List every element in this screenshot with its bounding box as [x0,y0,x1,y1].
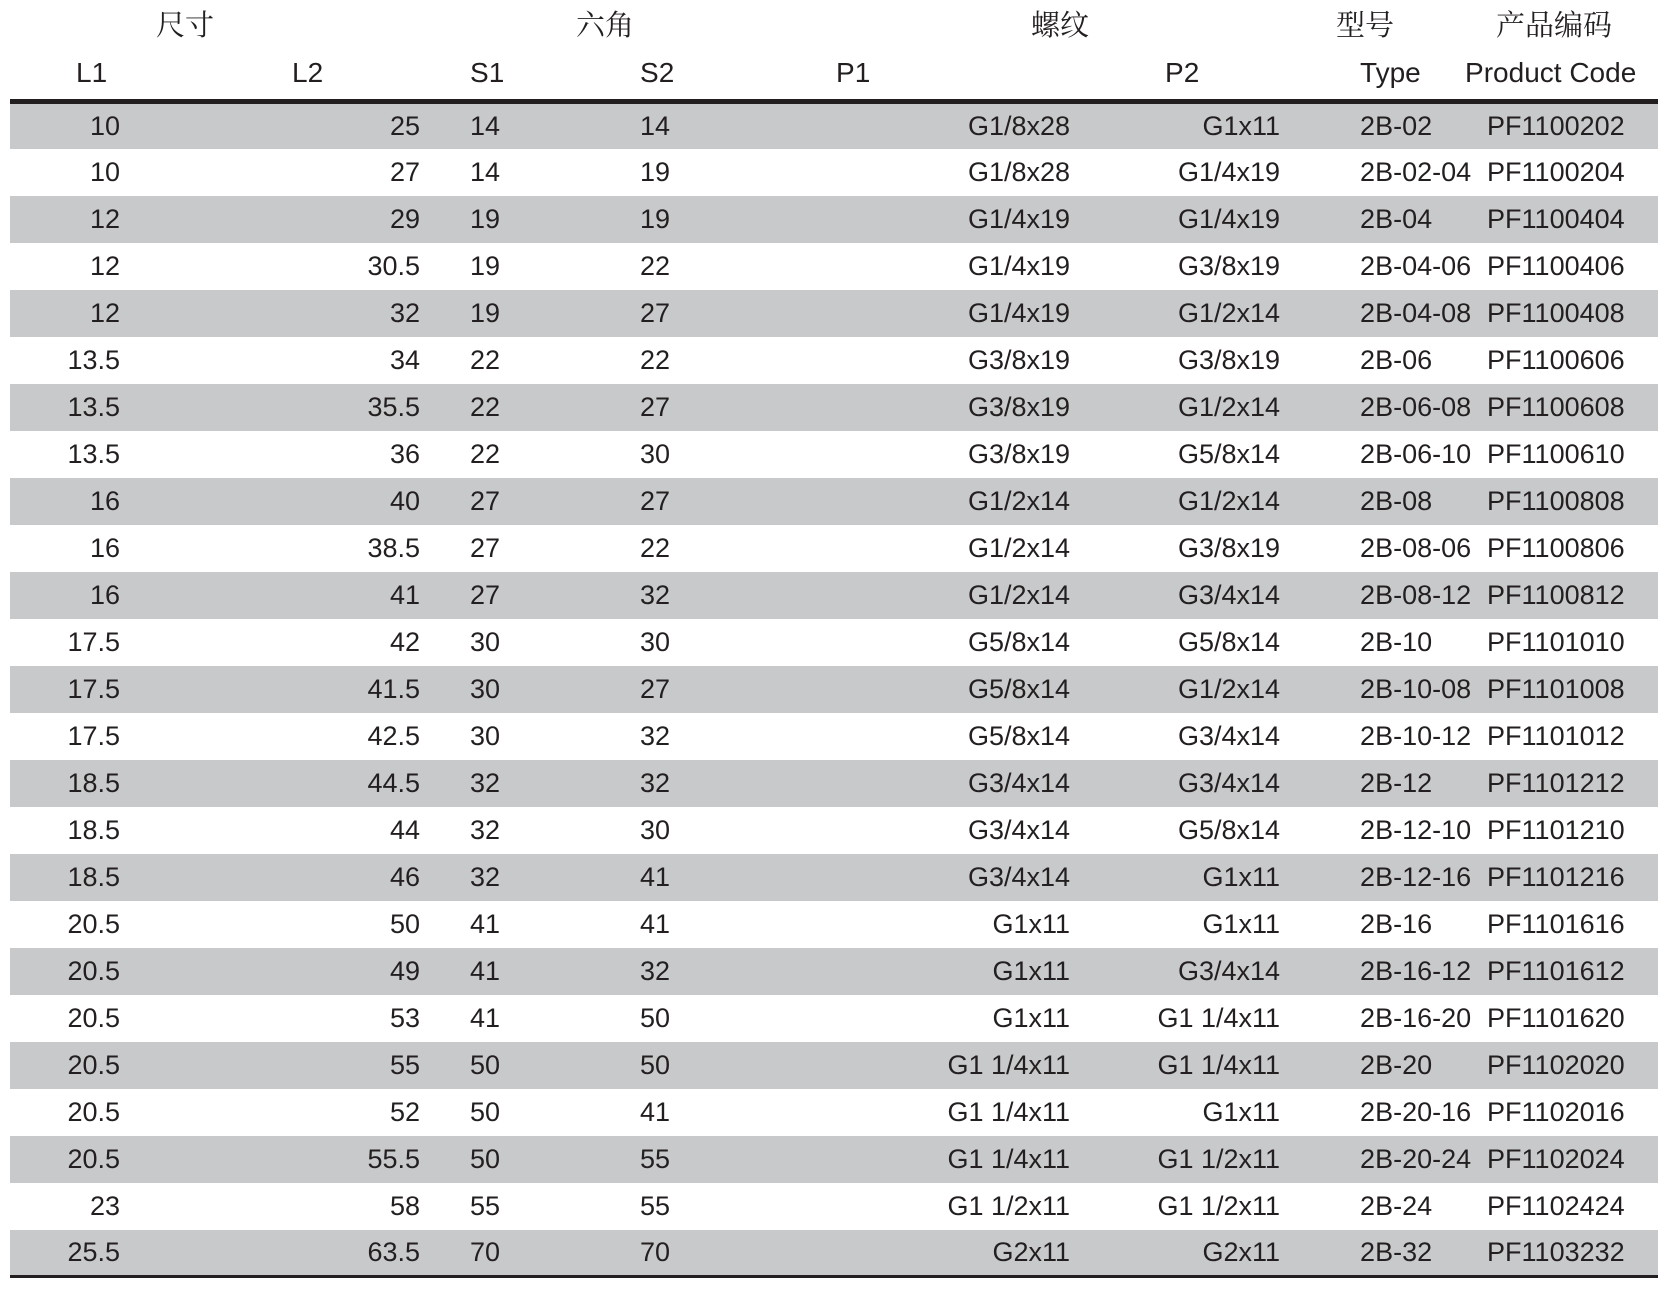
cell-l2: 36 [389,438,421,469]
cell-p1: G1/4x19 [967,297,1071,328]
cell-type: 2B-06-08 [1360,391,1472,422]
sub-header-type: Type [1280,47,1450,102]
cell-l2: 42 [389,626,421,657]
table-row [10,384,1658,431]
cell-s1: 30 [470,626,501,657]
cell-s2: 22 [640,250,671,281]
group-header-thread: 螺纹 [1031,10,1090,42]
cell-l1: 17.5 [67,720,120,751]
cell-l2: 55 [389,1049,421,1080]
table-row [10,1230,1658,1277]
cell-p1: G5/8x14 [967,720,1071,751]
cell-l1: 10 [89,110,120,141]
cell-l1: 17.5 [67,673,120,704]
cell-l2: 55.5 [367,1143,421,1174]
cell-type: 2B-08-12 [1360,579,1472,610]
cell-s1: 22 [470,391,501,422]
cell-p2: G1x11 [1202,110,1281,141]
cell-s1: 50 [470,1096,501,1127]
cell-type: 2B-20-16 [1360,1096,1472,1127]
cell-l2: 53 [389,1002,421,1033]
cell-l1: 20.5 [67,1002,120,1033]
sub-header-l2: L2 [170,47,420,102]
cell-l1: 18.5 [67,767,120,798]
sub-header-s1: S1 [420,47,640,102]
table-row [10,196,1658,243]
cell-l2: 32 [389,297,421,328]
table-row [10,478,1658,525]
cell-type: 2B-02-04 [1360,156,1472,187]
cell-s1: 41 [470,1002,501,1033]
cell-s1: 50 [470,1049,501,1080]
cell-type: 2B-12-16 [1360,861,1472,892]
cell-p1: G3/8x19 [967,344,1071,375]
table-row [10,948,1658,995]
cell-code: PF1100812 [1487,579,1625,610]
cell-type: 2B-04-08 [1360,297,1472,328]
cell-code: PF1101612 [1487,955,1625,986]
cell-code: PF1103232 [1450,1230,1658,1277]
cell-code: PF1101210 [1487,814,1625,845]
cell-code: PF1100610 [1487,438,1625,469]
cell-code: PF1100606 [1487,344,1625,375]
cell-l1: 20.5 [67,1049,120,1080]
cell-type: 2B-08 [1360,485,1433,516]
cell-p2: G5/8x14 [1177,814,1281,845]
cell-code: PF1100204 [1487,156,1625,187]
cell-p2: G1/2x14 [1177,485,1281,516]
cell-s2: 41 [640,861,671,892]
cell-l2: 27 [389,156,421,187]
cell-s1: 55 [470,1190,501,1221]
cell-l2: 46 [389,861,421,892]
cell-s2: 27 [640,485,671,516]
cell-type: 2B-20 [1360,1049,1433,1080]
cell-s1: 30 [470,673,501,704]
cell-p1: G1x11 [992,955,1071,986]
cell-l1: 16 [89,579,120,610]
cell-p2: G1x11 [1202,861,1281,892]
cell-p1: G1 1/2x11 [947,1190,1071,1221]
cell-p1: G3/4x14 [967,861,1071,892]
cell-s2: 70 [640,1230,770,1277]
cell-p1: G1 1/4x11 [947,1096,1071,1127]
cell-type: 2B-10-08 [1360,673,1472,704]
cell-p1: G1/8x28 [967,156,1071,187]
cell-code: PF1101620 [1487,1002,1625,1033]
cell-p2: G1/2x14 [1177,673,1281,704]
cell-p2: G3/8x19 [1177,250,1281,281]
cell-s2: 32 [640,720,671,751]
cell-s2: 19 [640,156,671,187]
cell-l1: 13.5 [67,391,120,422]
cell-p2: G1x11 [1202,908,1281,939]
cell-s2: 41 [640,1096,671,1127]
cell-s1: 27 [470,532,501,563]
cell-l2: 42.5 [367,720,421,751]
cell-l1: 25.5 [10,1230,170,1277]
cell-s1: 19 [470,297,501,328]
cell-p1: G3/8x19 [967,438,1071,469]
cell-type: 2B-20-24 [1360,1143,1472,1174]
cell-p1: G1/4x19 [967,203,1071,234]
cell-l1: 12 [89,297,120,328]
table-row [10,807,1658,854]
sub-header-p1: P1 [770,47,1070,102]
cell-l1: 12 [89,250,120,281]
table-row [10,102,1658,149]
cell-type: 2B-06-10 [1360,438,1472,469]
cell-type: 2B-02 [1360,110,1433,141]
table-row [10,666,1658,713]
table-row [10,1042,1658,1089]
table-row [10,243,1658,290]
cell-p1: G3/4x14 [967,767,1071,798]
cell-type: 2B-16-20 [1360,1002,1472,1033]
cell-type: 2B-06 [1360,344,1433,375]
cell-code: PF1101012 [1487,720,1625,751]
cell-code: PF1100806 [1487,532,1625,563]
cell-l2: 34 [389,344,421,375]
cell-type: 2B-10 [1360,626,1433,657]
cell-s1: 32 [470,814,501,845]
cell-s1: 14 [470,110,501,141]
sub-header-row [10,47,1658,102]
cell-code: PF1100408 [1487,297,1625,328]
cell-s1: 32 [470,861,501,892]
cell-l1: 16 [89,485,120,516]
cell-l1: 18.5 [67,861,120,892]
cell-s2: 50 [640,1049,671,1080]
cell-l2: 41.5 [367,673,421,704]
table-row [10,572,1658,619]
cell-p2: G1 1/4x11 [1157,1002,1281,1033]
table-row [10,525,1658,572]
cell-s1: 27 [470,579,501,610]
cell-s1: 27 [470,485,501,516]
cell-l1: 16 [89,532,120,563]
cell-p1: G5/8x14 [967,673,1071,704]
cell-s2: 55 [640,1190,671,1221]
sub-header-code: Product Code [1450,47,1658,102]
cell-s2: 32 [640,767,671,798]
cell-s1: 70 [420,1230,640,1277]
cell-s1: 19 [470,203,501,234]
cell-code: PF1102024 [1487,1143,1625,1174]
cell-p1: G1/4x19 [967,250,1071,281]
cell-l2: 52 [389,1096,421,1127]
cell-code: PF1100202 [1487,110,1625,141]
cell-code: PF1101616 [1487,908,1625,939]
group-header-hex: 六角 [576,10,635,42]
cell-p2: G3/8x19 [1177,532,1281,563]
cell-code: PF1101008 [1487,673,1625,704]
cell-s1: 22 [470,344,501,375]
cell-type: 2B-24 [1360,1190,1433,1221]
table-row [10,1183,1658,1230]
cell-code: PF1101010 [1487,626,1625,657]
cell-p2: G1 1/2x11 [1157,1190,1281,1221]
table-row [10,290,1658,337]
cell-s2: 55 [640,1143,671,1174]
cell-s1: 14 [470,156,501,187]
cell-s2: 32 [640,579,671,610]
table-row [10,431,1658,478]
cell-type: 2B-16 [1360,908,1433,939]
cell-type: 2B-04-06 [1360,250,1472,281]
cell-code: PF1101216 [1487,861,1625,892]
cell-p1: G3/8x19 [967,391,1071,422]
cell-s2: 27 [640,673,671,704]
cell-type: 2B-32 [1280,1230,1450,1277]
cell-l1: 17.5 [67,626,120,657]
cell-l1: 20.5 [67,955,120,986]
cell-l1: 20.5 [67,908,120,939]
cell-s2: 22 [640,532,671,563]
cell-type: 2B-10-12 [1360,720,1472,751]
cell-l1: 23 [89,1190,120,1221]
cell-p2: G1/2x14 [1177,297,1281,328]
cell-type: 2B-04 [1360,203,1433,234]
cell-l1: 18.5 [67,814,120,845]
cell-p1: G1x11 [992,1002,1071,1033]
group-header-size: 尺寸 [156,10,215,42]
cell-s2: 27 [640,297,671,328]
cell-p1: G5/8x14 [967,626,1071,657]
cell-s2: 14 [640,110,671,141]
cell-s2: 32 [640,955,671,986]
cell-l1: 13.5 [67,438,120,469]
cell-s2: 19 [640,203,671,234]
cell-s1: 30 [470,720,501,751]
cell-code: PF1102424 [1487,1190,1625,1221]
cell-s1: 41 [470,908,501,939]
cell-p2: G1/4x19 [1177,203,1281,234]
table-row [10,995,1658,1042]
cell-l1: 10 [89,156,120,187]
cell-s1: 32 [470,767,501,798]
cell-l2: 58 [389,1190,421,1221]
cell-s2: 30 [640,438,671,469]
group-header-code: 产品编码 [1496,10,1613,42]
sub-header-l1: L1 [10,47,170,102]
cell-l2: 30.5 [367,250,421,281]
cell-p2: G3/4x14 [1177,579,1281,610]
cell-p1: G3/4x14 [967,814,1071,845]
cell-code: PF1102016 [1487,1096,1625,1127]
table-row [10,337,1658,384]
cell-l2: 44 [389,814,421,845]
cell-p2: G3/4x14 [1177,955,1281,986]
cell-p2: G1/2x14 [1177,391,1281,422]
cell-p2: G5/8x14 [1177,626,1281,657]
cell-type: 2B-12-10 [1360,814,1472,845]
cell-l2: 63.5 [170,1230,420,1277]
cell-p1: G2x11 [770,1230,1070,1277]
cell-l2: 44.5 [367,767,421,798]
cell-l2: 41 [389,579,421,610]
cell-s2: 27 [640,391,671,422]
cell-l2: 35.5 [367,391,421,422]
cell-l1: 20.5 [67,1143,120,1174]
table-row [10,149,1658,196]
cell-p1: G1/8x28 [967,110,1071,141]
cell-type: 2B-16-12 [1360,955,1472,986]
cell-code: PF1100404 [1487,203,1625,234]
table-row [10,760,1658,807]
cell-p1: G1 1/4x11 [947,1049,1071,1080]
table-row [10,901,1658,948]
cell-s2: 30 [640,626,671,657]
cell-s2: 50 [640,1002,671,1033]
cell-l2: 50 [389,908,421,939]
cell-p2: G5/8x14 [1177,438,1281,469]
cell-l2: 49 [389,955,421,986]
cell-s2: 22 [640,344,671,375]
cell-p2: G1 1/4x11 [1157,1049,1281,1080]
table-row [10,1136,1658,1183]
cell-s1: 22 [470,438,501,469]
cell-p2: G1/4x19 [1177,156,1281,187]
cell-l2: 38.5 [367,532,421,563]
table-row [10,619,1658,666]
cell-code: PF1101212 [1487,767,1625,798]
cell-l1: 20.5 [67,1096,120,1127]
group-header-model: 型号 [1336,10,1395,42]
table-body [10,102,1658,1277]
cell-p2: G1 1/2x11 [1157,1143,1281,1174]
group-header-row [10,0,1658,47]
cell-l1: 13.5 [67,344,120,375]
cell-s2: 41 [640,908,671,939]
cell-l2: 29 [389,203,421,234]
cell-p2: G3/8x19 [1177,344,1281,375]
cell-code: PF1102020 [1487,1049,1625,1080]
cell-p1: G1/2x14 [967,579,1071,610]
spec-table [10,0,1658,1278]
cell-l2: 40 [389,485,421,516]
table-row [10,1089,1658,1136]
table-row [10,854,1658,901]
cell-l1: 12 [89,203,120,234]
cell-type: 2B-12 [1360,767,1433,798]
cell-p2: G3/4x14 [1177,720,1281,751]
cell-code: PF1100608 [1487,391,1625,422]
cell-p1: G1 1/4x11 [947,1143,1071,1174]
cell-p2: G1x11 [1202,1096,1281,1127]
cell-p1: G1x11 [992,908,1071,939]
sub-header-s2: S2 [640,47,770,102]
cell-s1: 19 [470,250,501,281]
cell-p2: G2x11 [1070,1230,1280,1277]
sub-header-p2: P2 [1070,47,1280,102]
cell-p1: G1/2x14 [967,532,1071,563]
cell-code: PF1100808 [1487,485,1625,516]
cell-code: PF1100406 [1487,250,1625,281]
cell-type: 2B-08-06 [1360,532,1472,563]
cell-l2: 25 [389,110,421,141]
cell-p1: G1/2x14 [967,485,1071,516]
cell-s1: 50 [470,1143,501,1174]
cell-p2: G3/4x14 [1177,767,1281,798]
cell-s2: 30 [640,814,671,845]
cell-s1: 41 [470,955,501,986]
table-row [10,713,1658,760]
